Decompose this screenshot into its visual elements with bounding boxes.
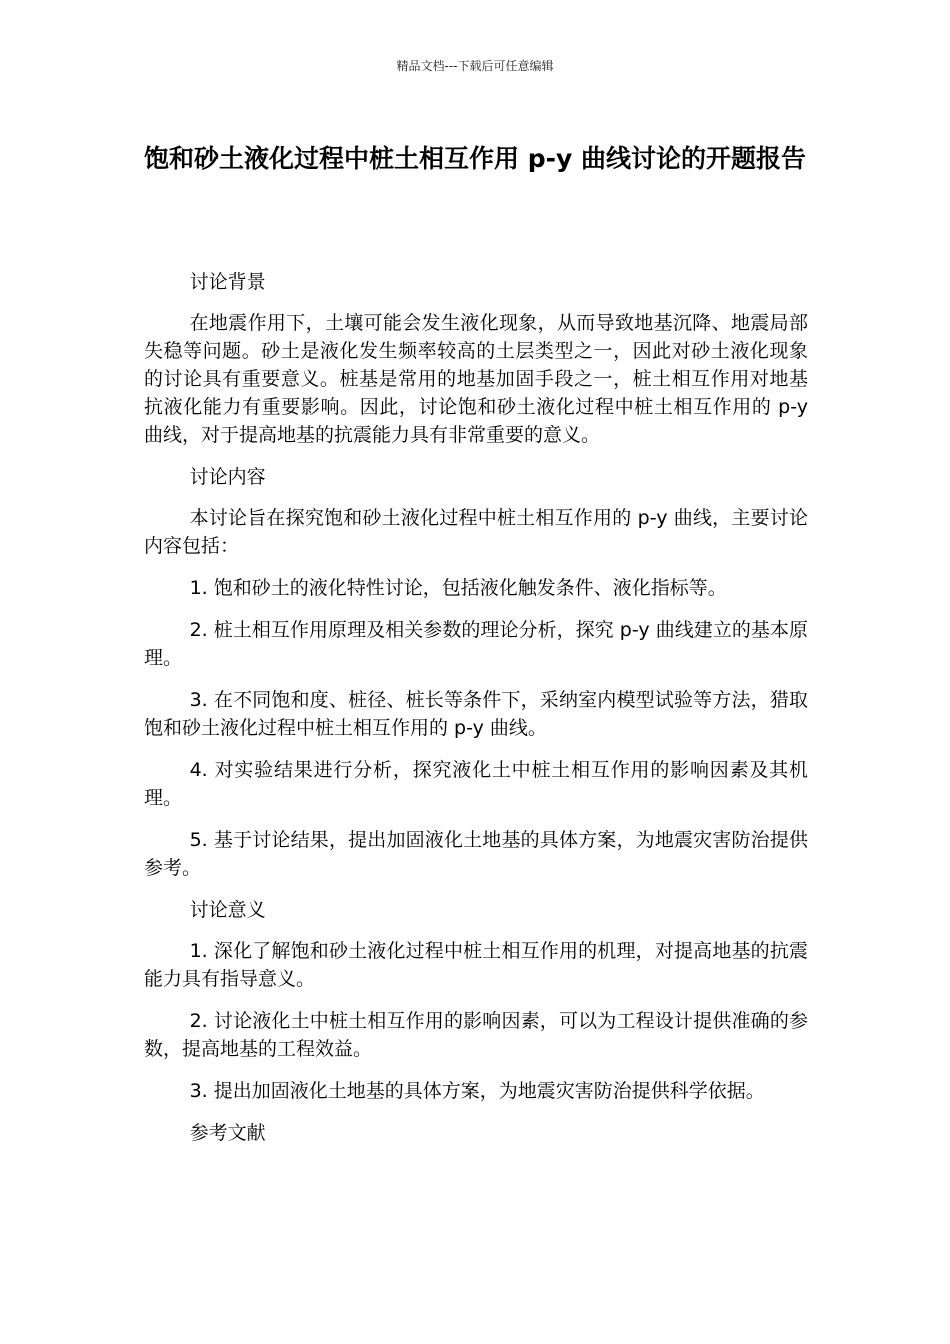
page-title: 饱和砂土液化过程中桩土相互作用 p-y 曲线讨论的开题报告 (144, 144, 806, 173)
list-item-content-3: 3. 在不同饱和度、桩径、桩长等条件下，采纳室内模型试验等方法，猎取饱和砂土液化过程中桩土相互作用的 p-y 曲线。 (144, 689, 808, 739)
list-item-significance-1: 1. 深化了解饱和砂土液化过程中桩土相互作用的机理，对提高地基的抗震能力具有指导意义。 (144, 940, 808, 990)
list-item-content-1: 1. 饱和砂土的液化特性讨论，包括液化触发条件、液化指标等。 (189, 577, 727, 599)
list-item-content-2: 2. 桩土相互作用原理及相关参数的理论分析，探究 p-y 曲线建立的基本原理。 (144, 619, 808, 669)
section-heading-significance: 讨论意义 (189, 899, 266, 921)
paragraph-background: 在地震作用下，土壤可能会发生液化现象，从而导致地基沉降、地震局部失稳等问题。砂土是液化发生频率较高的土层类型之一，因此对砂土液化现象的讨论具有重要意义。桩基是常用的地基加固手段之一，桩土相互作用对地基抗液化能力有重要影响。因此，讨论饱和砂土液化过程中桩土相互作用的 p-y 曲线，对于提高地基的抗震能力具有非常重要的意义。 (144, 312, 808, 446)
section-heading-content: 讨论内容 (189, 466, 266, 488)
list-item-content-5: 5. 基于讨论结果，提出加固液化土地基的具体方案，为地震灾害防治提供参考。 (144, 829, 808, 879)
section-heading-references: 参考文献 (189, 1122, 266, 1144)
section-heading-background: 讨论背景 (189, 271, 266, 293)
header-note: 精品文档---下载后可任意编辑 (396, 59, 554, 73)
list-item-significance-3: 3. 提出加固液化土地基的具体方案，为地震灾害防治提供科学依据。 (189, 1080, 765, 1102)
document-body (144, 268, 808, 1160)
paragraph-content-intro: 本讨论旨在探究饱和砂土液化过程中桩土相互作用的 p-y 曲线，主要讨论内容包括： (144, 507, 808, 557)
list-item-content-4: 4. 对实验结果进行分析，探究液化土中桩土相互作用的影响因素及其机理。 (144, 759, 808, 809)
list-item-significance-2: 2. 讨论液化土中桩土相互作用的影响因素，可以为工程设计提供准确的参数，提高地基的工程效益。 (144, 1010, 808, 1060)
